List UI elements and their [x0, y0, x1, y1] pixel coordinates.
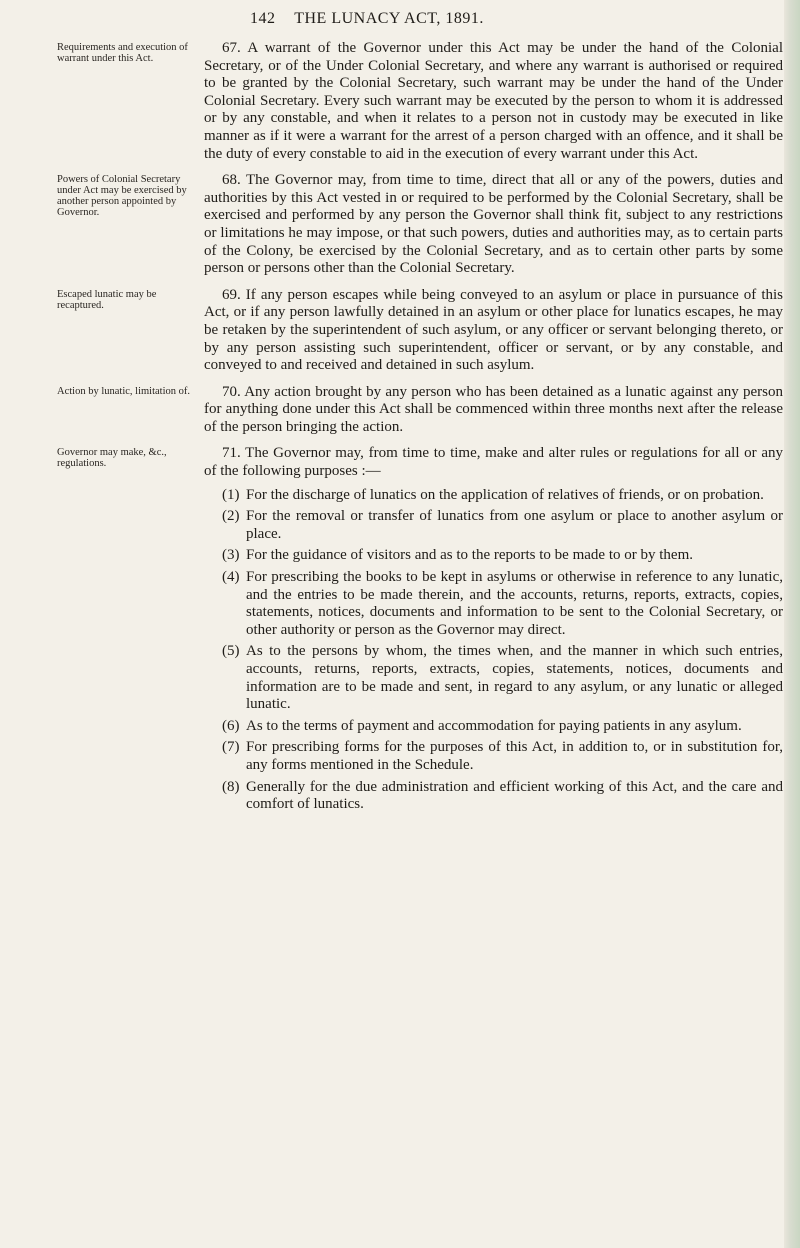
margin-note: Governor may make, &c., regulations.	[57, 447, 167, 470]
section-70	[57, 384, 783, 437]
page-body	[57, 40, 783, 823]
section-number: 71.	[222, 445, 241, 462]
section-text: 70. Any action brought by any person who has been detained as a lunatic against any person for anything done under this Act shall be commenced within three months next after the release of the person bringing the action.	[204, 383, 783, 435]
section-text: 68. The Governor may, from time to time, direct that all or any of the powers, duties and authorities by this Act vested in or required to be performed by the Colonial Secretary, shall be exercised and performed by any person the Governor shall think fit, subject to any restrictions or limitations he may impose, or that such powers, duties and authorities may, as to certain parts of the Colony, be exercised by the Colonial Secretary, and as to certain other parts by some person or persons other than the Colonial Secretary.	[204, 172, 783, 277]
section-69	[57, 287, 783, 375]
section-text: 71. The Governor may, from time to time, make and alter rules or regulations for all or any of the following purposes :—	[204, 445, 783, 480]
section-number: 69.	[222, 286, 241, 303]
list-item	[204, 569, 783, 639]
section-text: 69. If any person escapes while being conveyed to an asylum or place in pursuance of this Act, or if any person lawfully detained in an asylum or other place for lunatics escapes, he may be retaken by the superintendent of such asylum, or any officer or servant belonging thereto, or by any person assisting such superintendent, officer or servant, or by any constable, and conveyed to and received and detained in such asylum.	[204, 286, 783, 374]
item-text: As to the persons by whom, the times when, and the manner in which such entries, accounts, returns, reports, extracts, copies, statements, notices, documents and information are to be made and sent, in regard to any asylum, or any lunatic or alleged lunatic.	[246, 643, 783, 713]
list-item	[204, 779, 783, 814]
item-number: (3)	[222, 547, 240, 564]
item-number: (7)	[222, 739, 240, 756]
item-number: (2)	[222, 508, 240, 525]
item-number: (6)	[222, 717, 240, 734]
list-item	[204, 547, 783, 565]
list-item	[204, 487, 783, 505]
list-item	[204, 739, 783, 774]
margin-note: Action by lunatic, limitation of.	[57, 385, 190, 397]
item-text: For the discharge of lunatics on the application of relatives of friends, or on probation.	[246, 486, 764, 503]
item-text: As to the terms of payment and accommodation for paying patients in any asylum.	[246, 717, 742, 734]
regulation-purposes-list	[204, 487, 783, 814]
item-text: For the removal or transfer of lunatics from one asylum or place to another asylum or place.	[246, 508, 783, 542]
item-number: (5)	[222, 643, 240, 660]
page-edge	[784, 0, 800, 1248]
margin-note: Powers of Colonial Secretary under Act may be exercised by another person appointed by Governor.	[57, 174, 187, 219]
section-71	[57, 445, 783, 813]
section-67	[57, 40, 783, 163]
item-number: (8)	[222, 778, 240, 795]
item-text: For prescribing the books to be kept in asylums or otherwise in reference to any lunatic, and the entries to be made therein, and the accounts, returns, reports, extracts, copies, statements, notices, documents and information to be sent to the Colonial Secretary, or other authority or person as the Governor may direct.	[246, 569, 783, 638]
section-text: 67. A warrant of the Governor under this Act may be under the hand of the Colonial Secretary, or of the Under Colonial Secretary, and where any warrant is authorised or required to be granted by the Colonial Secretary, such warrant may be under the hand of the Under Colonial Secretary. Every such warrant may be executed by the person to whom it is addressed or by any constable, and when it relates to a person not in custody may be executed in like manner as if it were a warrant for the arrest of a person charged with an offence, and it shall be the duty of every constable to aid in the execution of every warrant under this Act.	[204, 40, 783, 162]
margin-note: Requirements and execution of warrant under this Act.	[57, 42, 188, 64]
list-item	[204, 643, 783, 713]
running-title: THE LUNACY ACT, 1891.	[294, 10, 484, 27]
section-number: 67.	[222, 40, 241, 56]
section-68	[57, 172, 783, 278]
item-text: Generally for the due administration and efficient working of this Act, and the care and comfort of lunatics.	[246, 778, 783, 813]
section-number: 68.	[222, 172, 241, 189]
item-text: For the guidance of visitors and as to the reports to be made to or by them.	[246, 547, 693, 564]
section-number: 70.	[222, 383, 241, 400]
list-item	[204, 718, 783, 736]
page-number: 142	[250, 10, 276, 27]
item-text: For prescribing forms for the purposes of this Act, in addition to, or in substitution for, any forms mentioned in the Schedule.	[246, 739, 783, 773]
item-number: (4)	[222, 569, 240, 586]
list-item	[204, 508, 783, 543]
item-number: (1)	[222, 486, 240, 503]
running-header	[250, 10, 610, 28]
margin-note: Escaped lunatic may be recaptured.	[57, 288, 157, 311]
